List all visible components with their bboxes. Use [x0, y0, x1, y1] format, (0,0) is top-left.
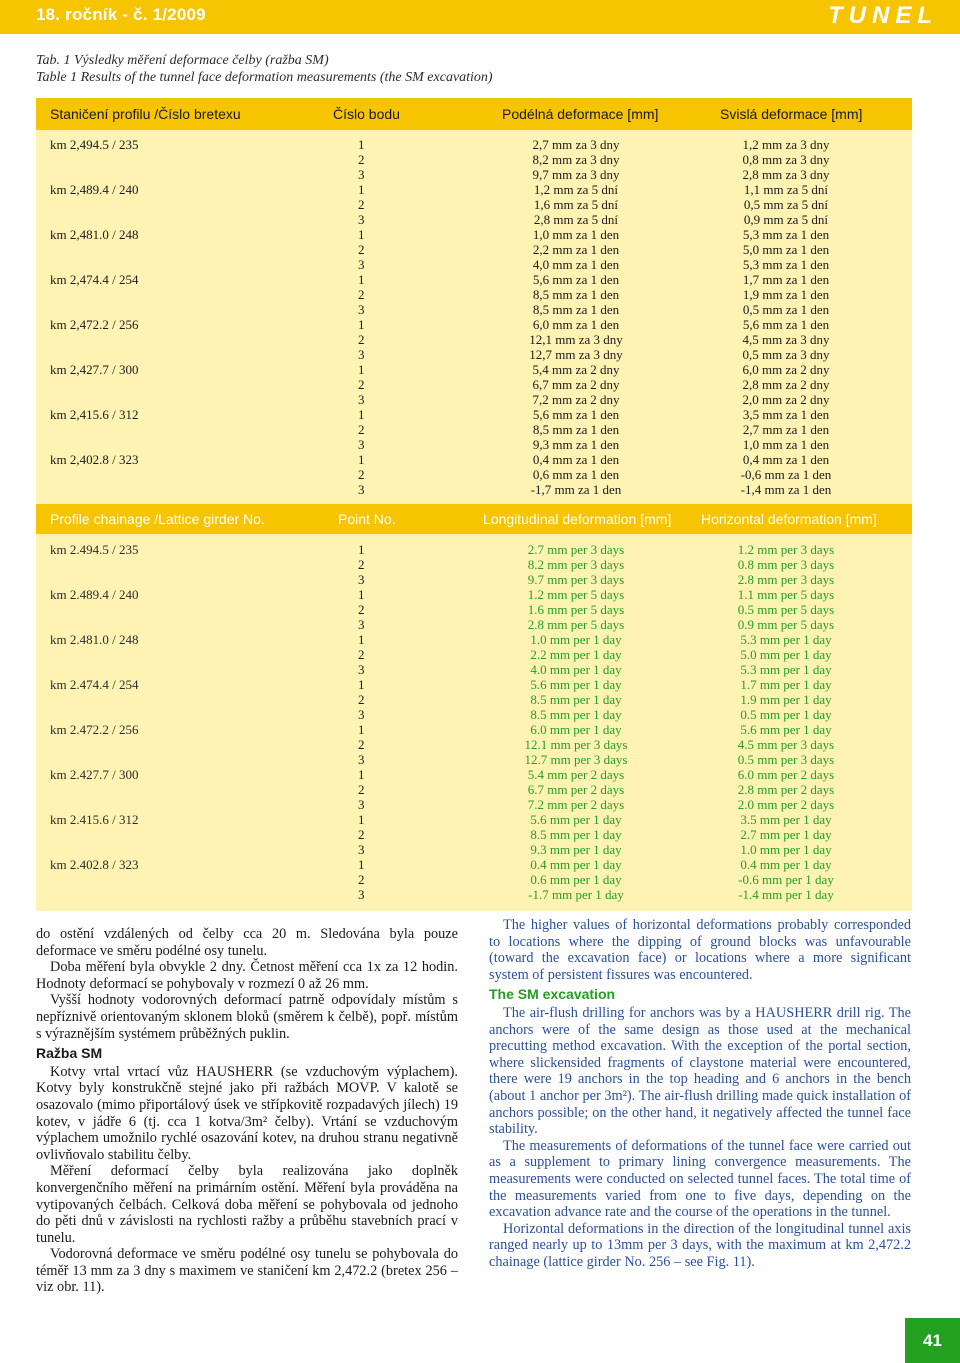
- cell-point: 2: [358, 287, 365, 302]
- czech-text-column: [36, 926, 458, 1296]
- cell-deformation: 2.8 mm per 3 days: [737, 572, 835, 587]
- cell-point: 1: [358, 272, 365, 287]
- cell-deformation: 4.5 mm per 3 days: [737, 737, 835, 752]
- table-row: [36, 347, 912, 362]
- cell-longitudinal: 6.0 mm per 1 day: [530, 722, 622, 737]
- table-body-cz: [36, 137, 912, 497]
- cell-longitudinal: 12.1 mm per 3 days: [524, 737, 628, 752]
- cell-deformation: -0,6 mm za 1 den: [740, 467, 832, 482]
- cell-longitudinal: 5.6 mm per 1 day: [530, 812, 622, 827]
- cell-deformation: 1,2 mm za 3 dny: [742, 137, 830, 152]
- cell-point: 1: [358, 767, 365, 782]
- cell-deformation: 1,9 mm za 1 den: [742, 287, 830, 302]
- cell-point: 1: [358, 317, 365, 332]
- table-row: [36, 542, 912, 557]
- cell-point: 1: [358, 227, 365, 242]
- cell-point: 3: [358, 437, 365, 452]
- cell-longitudinal: 9.7 mm per 3 days: [527, 572, 625, 587]
- cell-point: 3: [358, 572, 365, 587]
- cell-deformation: 6,0 mm za 2 dny: [742, 362, 830, 377]
- cell-chainage: km 2,494.5 / 235: [50, 137, 139, 152]
- table-row: [36, 722, 912, 737]
- cell-longitudinal: 9,7 mm za 3 dny: [532, 167, 620, 182]
- cell-deformation: 1.1 mm per 5 days: [737, 587, 835, 602]
- table-row: [36, 887, 912, 902]
- cell-point: 1: [358, 722, 365, 737]
- cell-chainage: km 2.472.2 / 256: [50, 722, 139, 737]
- cell-longitudinal: 2,8 mm za 5 dní: [533, 212, 619, 227]
- top-banner: [0, 0, 960, 34]
- paragraph: The air-flush drilling for anchors was by a HAUSHERR drill rig. The anchors were of the same design as those used at the mechanical precutting method excavation. With the exception of the portal section, where slickensided fragments of claystone material were encountered, there were 19 anchors in the top heading and 6 anchors in the bench (about 1 anchor per 3m²). The air-flush drilling made quick installation of anchors possible; on the other hand, it negatively affected the tunnel face stability.: [489, 1004, 911, 1138]
- cell-deformation: 2,7 mm za 1 den: [742, 422, 830, 437]
- cell-deformation: 1,7 mm za 1 den: [742, 272, 830, 287]
- table-row: [36, 677, 912, 692]
- cell-deformation: 1,1 mm za 5 dní: [743, 182, 829, 197]
- cell-deformation: 0,4 mm za 1 den: [742, 452, 830, 467]
- cell-longitudinal: -1.7 mm per 1 day: [528, 887, 624, 902]
- cell-deformation: 0,5 mm za 3 dny: [742, 347, 830, 362]
- cell-point: 1: [358, 137, 365, 152]
- cell-longitudinal: 1,0 mm za 1 den: [532, 227, 620, 242]
- cell-deformation: 5.3 mm per 1 day: [740, 662, 832, 677]
- cell-longitudinal: 9,3 mm za 1 den: [532, 437, 620, 452]
- cell-deformation: 1,0 mm za 1 den: [742, 437, 830, 452]
- cell-point: 1: [358, 542, 365, 557]
- cell-chainage: km 2.415.6 / 312: [50, 812, 139, 827]
- table-header-cz: [36, 98, 912, 130]
- issue-label: 18. ročník - č. 1/2009: [36, 5, 206, 24]
- cell-longitudinal: 7.2 mm per 2 days: [527, 797, 625, 812]
- paragraph: The higher values of horizontal deformations probably corresponded to locations where the dipping of ground blocks was unfavourable (toward the excavation face) or locations where a more significant system of persistent fissures was encountered.: [489, 917, 911, 983]
- cell-longitudinal: 5.4 mm per 2 days: [527, 767, 625, 782]
- cell-point: 1: [358, 857, 365, 872]
- cell-deformation: 2.0 mm per 2 days: [737, 797, 835, 812]
- cell-point: 3: [358, 392, 365, 407]
- cell-longitudinal: 8.2 mm per 3 days: [527, 557, 625, 572]
- table-row: [36, 257, 912, 272]
- section-heading: The SM excavation: [489, 986, 616, 1003]
- table-row: [36, 152, 912, 167]
- magazine-logo: TUNEL: [828, 2, 938, 29]
- cell-point: 1: [358, 632, 365, 647]
- cell-point: 2: [358, 557, 365, 572]
- cell-deformation: 3,5 mm za 1 den: [742, 407, 830, 422]
- table-body-en: [36, 542, 912, 902]
- cell-chainage: km 2,481.0 / 248: [50, 227, 139, 242]
- cell-deformation: 6.0 mm per 2 days: [737, 767, 835, 782]
- table-row: [36, 437, 912, 452]
- cell-point: 2: [358, 467, 365, 482]
- cell-chainage: km 2.474.4 / 254: [50, 677, 139, 692]
- cell-point: 3: [358, 347, 365, 362]
- table-row: [36, 572, 912, 587]
- cell-deformation: 5.3 mm per 1 day: [740, 632, 832, 647]
- paragraph: Vodorovná deformace ve směru podélné osy tunelu se pohybovala do téměř 13 mm za 3 dny s maximem ve staničení km 2,472.2 (bretex 256 – viz obr. 11).: [36, 1246, 458, 1296]
- paragraph: The measurements of deformations of the tunnel face were carried out as a supplement to primary lining convergence measurements. The measurements were conducted on selected tunnel faces. The total time of the measurements varied from one to five days, depending on the excavation advance rate and the course of the operations in the tunnel.: [489, 1137, 911, 1221]
- cell-chainage: km 2,474.4 / 254: [50, 272, 139, 287]
- paragraph: Kotvy vrtal vrtací vůz HAUSHERR (se vzduchovým výplachem). Kotvy byly konstrukčně stejné jako při ražbách MOVP. V kalotě se osazovalo (mimo připortálový úsek ve střípkovitě rozpadavých jílech) 19 kotev, v jádře 6 (tj. cca 1 kotva/3m² čelby). Vrtání se vzduchovým výplachem umožnilo rychlé osazování kotev, na druhou stranu negativně ovlivňovalo stabilitu čelby.: [36, 1063, 458, 1163]
- cell-point: 3: [358, 887, 365, 902]
- cell-point: 3: [358, 797, 365, 812]
- caption-cz: Tab. 1 Výsledky měření deformace čelby (ražba SM): [36, 53, 329, 68]
- cell-deformation: 0.9 mm per 5 days: [737, 617, 835, 632]
- cell-point: 1: [358, 182, 365, 197]
- table-row: [36, 782, 912, 797]
- cell-deformation: 0,8 mm za 3 dny: [742, 152, 830, 167]
- cell-deformation: 0,5 mm za 1 den: [742, 302, 830, 317]
- paragraph: do ostění vzdálených od čelby cca 20 m. Sledována byla pouze deformace ve směru podélné osy tunelu.: [36, 926, 458, 959]
- table-row: [36, 857, 912, 872]
- cell-point: 3: [358, 842, 365, 857]
- cell-longitudinal: 0.6 mm per 1 day: [530, 872, 622, 887]
- cell-point: 3: [358, 707, 365, 722]
- table-row: [36, 587, 912, 602]
- cell-point: 2: [358, 827, 365, 842]
- table-row: [36, 377, 912, 392]
- cell-deformation: 0.8 mm per 3 days: [737, 557, 835, 572]
- cell-point: 1: [358, 407, 365, 422]
- cell-point: 3: [358, 662, 365, 677]
- table-row: [36, 452, 912, 467]
- header-chainage-cz: Staničení profilu /Číslo bretexu: [50, 106, 241, 122]
- cell-point: 2: [358, 692, 365, 707]
- cell-point: 1: [358, 452, 365, 467]
- table-row: [36, 827, 912, 842]
- cell-chainage: km 2,427.7 / 300: [50, 362, 139, 377]
- cell-chainage: km 2.489.4 / 240: [50, 587, 139, 602]
- cell-deformation: 0,5 mm za 5 dní: [743, 197, 829, 212]
- cell-longitudinal: 8.5 mm per 1 day: [530, 707, 622, 722]
- header-vertical-cz: Svislá deformace [mm]: [720, 106, 863, 122]
- cell-deformation: 0.4 mm per 1 day: [740, 857, 832, 872]
- paragraph: Vyšší hodnoty vodorovných deformací patrně odpovídaly místům s nepříznivě orientovaným sklonem bloků (směrem k čelbě), popř. místům s výraznějším systémem průběžných puklin.: [36, 992, 458, 1042]
- cell-point: 2: [358, 647, 365, 662]
- cell-longitudinal: 12,7 mm za 3 dny: [529, 347, 623, 362]
- cell-point: 1: [358, 812, 365, 827]
- paragraph: Horizontal deformations in the direction of the longitudinal tunnel axis ranged nearly up to 13mm per 3 days, with the maximum at km 2,472.2 chainage (lattice girder No. 256 – see Fig. 11).: [489, 1220, 911, 1270]
- table-row: [36, 197, 912, 212]
- cell-longitudinal: 2.8 mm per 5 days: [527, 617, 625, 632]
- cell-deformation: 5,6 mm za 1 den: [742, 317, 830, 332]
- header-chainage-en: Profile chainage /Lattice girder No.: [50, 511, 265, 527]
- cell-deformation: 1.7 mm per 1 day: [740, 677, 832, 692]
- cell-deformation: 3.5 mm per 1 day: [740, 812, 832, 827]
- cell-longitudinal: 12.7 mm per 3 days: [524, 752, 628, 767]
- table-row: [36, 272, 912, 287]
- cell-deformation: 2,0 mm za 2 dny: [742, 392, 830, 407]
- cell-point: 1: [358, 362, 365, 377]
- cell-point: 3: [358, 617, 365, 632]
- cell-longitudinal: 8,5 mm za 1 den: [532, 422, 620, 437]
- cell-point: 3: [358, 482, 365, 497]
- cell-point: 2: [358, 332, 365, 347]
- page-number: 41: [905, 1318, 960, 1363]
- cell-point: 2: [358, 242, 365, 257]
- table-row: [36, 557, 912, 572]
- cell-point: 1: [358, 677, 365, 692]
- header-point-cz: Číslo bodu: [333, 106, 400, 122]
- table-row: [36, 842, 912, 857]
- cell-point: 3: [358, 752, 365, 767]
- table-row: [36, 482, 912, 497]
- cell-longitudinal: 0,4 mm za 1 den: [532, 452, 620, 467]
- cell-longitudinal: 5,6 mm za 1 den: [532, 407, 620, 422]
- cell-longitudinal: 6,7 mm za 2 dny: [532, 377, 620, 392]
- cell-deformation: 0.5 mm per 1 day: [740, 707, 832, 722]
- cell-longitudinal: 5.6 mm per 1 day: [530, 677, 622, 692]
- table-row: [36, 362, 912, 377]
- cell-longitudinal: 2,2 mm za 1 den: [532, 242, 620, 257]
- cell-point: 2: [358, 782, 365, 797]
- cell-longitudinal: 1.2 mm per 5 days: [527, 587, 625, 602]
- table-row: [36, 872, 912, 887]
- table-row: [36, 737, 912, 752]
- table-row: [36, 332, 912, 347]
- cell-longitudinal: 8.5 mm per 1 day: [530, 827, 622, 842]
- cell-longitudinal: 9.3 mm per 1 day: [530, 842, 622, 857]
- cell-longitudinal: 2.7 mm per 3 days: [527, 542, 625, 557]
- cell-deformation: 1.9 mm per 1 day: [740, 692, 832, 707]
- table-row: [36, 812, 912, 827]
- cell-longitudinal: 6.7 mm per 2 days: [527, 782, 625, 797]
- table-row: [36, 137, 912, 152]
- cell-deformation: -1,4 mm za 1 den: [740, 482, 832, 497]
- cell-longitudinal: 0,6 mm za 1 den: [532, 467, 620, 482]
- cell-chainage: km 2.494.5 / 235: [50, 542, 139, 557]
- table-row: [36, 407, 912, 422]
- cell-longitudinal: 12,1 mm za 3 dny: [529, 332, 623, 347]
- cell-deformation: 0,9 mm za 5 dní: [743, 212, 829, 227]
- table-caption: [36, 52, 493, 86]
- cell-point: 3: [358, 257, 365, 272]
- table-row: [36, 212, 912, 227]
- cell-deformation: -0.6 mm per 1 day: [738, 872, 834, 887]
- cell-longitudinal: 6,0 mm za 1 den: [532, 317, 620, 332]
- table-row: [36, 227, 912, 242]
- cell-deformation: 0.5 mm per 5 days: [737, 602, 835, 617]
- cell-point: 2: [358, 422, 365, 437]
- cell-deformation: 2,8 mm za 3 dny: [742, 167, 830, 182]
- table-row: [36, 422, 912, 437]
- cell-longitudinal: 1.6 mm per 5 days: [527, 602, 625, 617]
- cell-point: 2: [358, 602, 365, 617]
- table-row: [36, 287, 912, 302]
- cell-point: 2: [358, 197, 365, 212]
- cell-longitudinal: 5,4 mm za 2 dny: [532, 362, 620, 377]
- cell-deformation: 5,3 mm za 1 den: [742, 227, 830, 242]
- cell-point: 2: [358, 737, 365, 752]
- cell-point: 3: [358, 212, 365, 227]
- cell-deformation: 2.7 mm per 1 day: [740, 827, 832, 842]
- cell-longitudinal: 2,7 mm za 3 dny: [532, 137, 620, 152]
- cell-point: 1: [358, 587, 365, 602]
- cell-longitudinal: 8.5 mm per 1 day: [530, 692, 622, 707]
- header-longitudinal-cz: Podélná deformace [mm]: [502, 106, 659, 122]
- cell-deformation: -1.4 mm per 1 day: [738, 887, 834, 902]
- cell-point: 2: [358, 152, 365, 167]
- cell-deformation: 2.8 mm per 2 days: [737, 782, 835, 797]
- table-row: [36, 647, 912, 662]
- table-row: [36, 467, 912, 482]
- cell-longitudinal: -1,7 mm za 1 den: [530, 482, 622, 497]
- header-longitudinal-en: Longitudinal deformation [mm]: [483, 511, 672, 527]
- cell-deformation: 5,0 mm za 1 den: [742, 242, 830, 257]
- cell-deformation: 1.0 mm per 1 day: [740, 842, 832, 857]
- cell-chainage: km 2,489.4 / 240: [50, 182, 139, 197]
- cell-chainage: km 2.402.8 / 323: [50, 857, 139, 872]
- table-row: [36, 602, 912, 617]
- cell-chainage: km 2,402.8 / 323: [50, 452, 139, 467]
- cell-point: 2: [358, 377, 365, 392]
- table-row: [36, 302, 912, 317]
- cell-deformation: 5.6 mm per 1 day: [740, 722, 832, 737]
- header-point-en: Point No.: [338, 511, 396, 527]
- cell-longitudinal: 4,0 mm za 1 den: [532, 257, 620, 272]
- cell-longitudinal: 0.4 mm per 1 day: [530, 857, 622, 872]
- cell-deformation: 2,8 mm za 2 dny: [742, 377, 830, 392]
- table-row: [36, 242, 912, 257]
- table-row: [36, 617, 912, 632]
- table-row: [36, 317, 912, 332]
- header-horizontal-en: Horizontal deformation [mm]: [701, 511, 877, 527]
- cell-deformation: 4,5 mm za 3 dny: [742, 332, 830, 347]
- cell-longitudinal: 5,6 mm za 1 den: [532, 272, 620, 287]
- cell-deformation: 1.2 mm per 3 days: [737, 542, 835, 557]
- cell-chainage: km 2.427.7 / 300: [50, 767, 139, 782]
- table-row: [36, 707, 912, 722]
- cell-longitudinal: 4.0 mm per 1 day: [530, 662, 622, 677]
- table-row: [36, 797, 912, 812]
- table-row: [36, 692, 912, 707]
- cell-deformation: 5,3 mm za 1 den: [742, 257, 830, 272]
- table-row: [36, 182, 912, 197]
- section-heading: Ražba SM: [36, 1045, 103, 1062]
- cell-chainage: km 2,472.2 / 256: [50, 317, 139, 332]
- table-row: [36, 752, 912, 767]
- table-row: [36, 632, 912, 647]
- table-row: [36, 392, 912, 407]
- table-header-en: [36, 504, 912, 534]
- paragraph: Měření deformací čelby byla realizována jako doplněk konvergenčního měření na primárním ostění. Měření byla prováděna na vytipovaných čelbách. Celková doba měření se pohybovala od jednoho do pěti dnů v závislosti na rychlosti ražby a průběhu stavebních prací v tunelu.: [36, 1163, 458, 1246]
- cell-longitudinal: 8,5 mm za 1 den: [532, 302, 620, 317]
- paragraph: Doba měření byla obvykle 2 dny. Četnost měření cca 1x za 12 hodin. Hodnoty deformací se pohybovaly v rozmezí 0 až 26 mm.: [36, 959, 458, 992]
- cell-longitudinal: 7,2 mm za 2 dny: [532, 392, 620, 407]
- cell-longitudinal: 1,2 mm za 5 dní: [533, 182, 619, 197]
- caption-en: Table 1 Results of the tunnel face deformation measurements (the SM excavation): [36, 70, 493, 85]
- cell-chainage: km 2.481.0 / 248: [50, 632, 139, 647]
- english-text-column: [489, 917, 911, 1270]
- cell-chainage: km 2,415.6 / 312: [50, 407, 139, 422]
- cell-point: 3: [358, 167, 365, 182]
- cell-longitudinal: 8,2 mm za 3 dny: [532, 152, 620, 167]
- cell-longitudinal: 1.0 mm per 1 day: [530, 632, 622, 647]
- cell-longitudinal: 1,6 mm za 5 dní: [533, 197, 619, 212]
- cell-deformation: 0.5 mm per 3 days: [737, 752, 835, 767]
- table-row: [36, 662, 912, 677]
- table-row: [36, 167, 912, 182]
- cell-longitudinal: 8,5 mm za 1 den: [532, 287, 620, 302]
- cell-longitudinal: 2.2 mm per 1 day: [530, 647, 622, 662]
- cell-point: 3: [358, 302, 365, 317]
- cell-deformation: 5.0 mm per 1 day: [740, 647, 832, 662]
- table-row: [36, 767, 912, 782]
- cell-point: 2: [358, 872, 365, 887]
